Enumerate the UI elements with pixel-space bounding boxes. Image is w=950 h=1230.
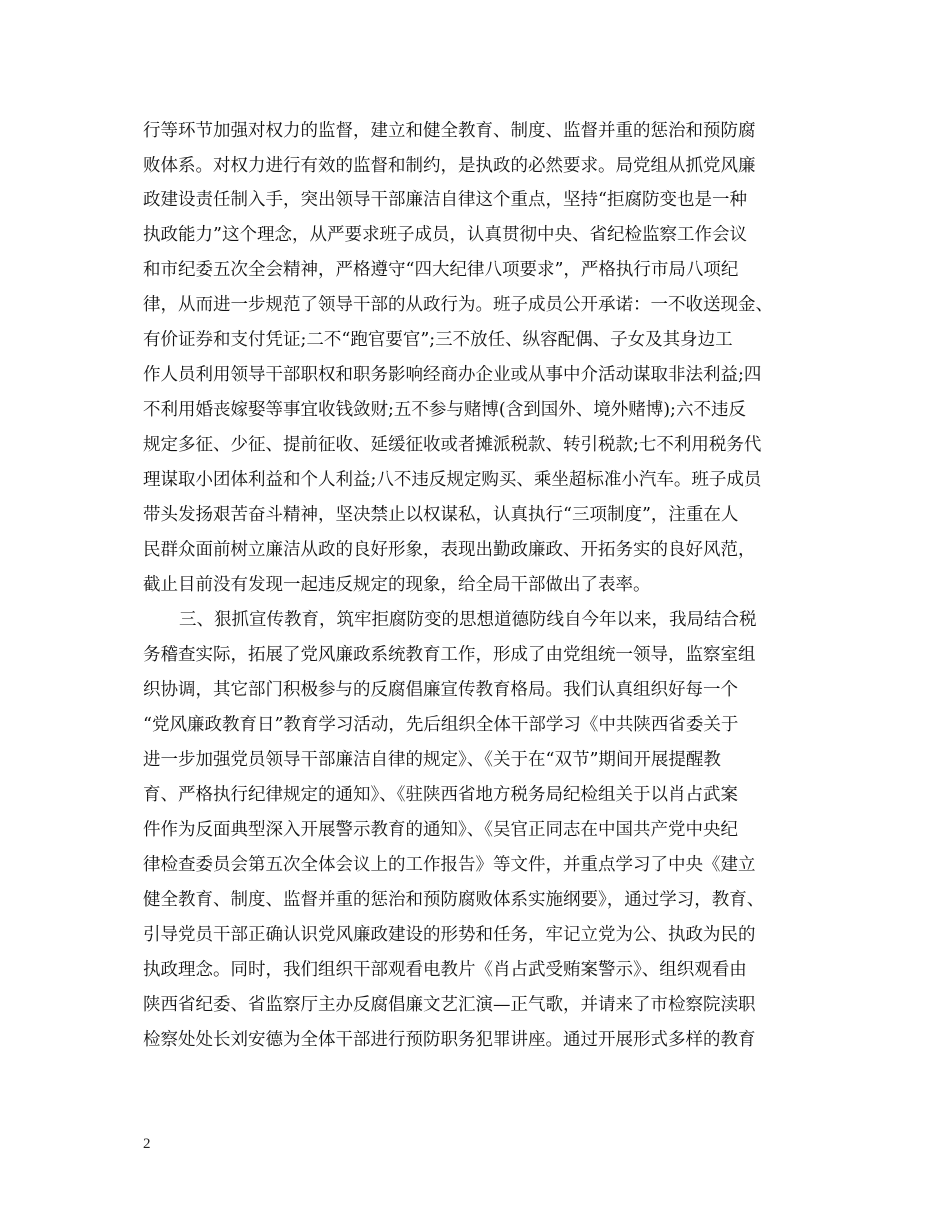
text-line: 有价证券和支付凭证;二不“跑官要官”;三不放任、纵容配偶、子女及其身边工 xyxy=(143,330,733,350)
text-line: 律，从而进一步规范了领导干部的从政行为。班子成员公开承诺：一不收送现金、 xyxy=(143,295,773,315)
text-line: 不利用婚丧嫁娶等事宜收钱敛财;五不参与赌博(含到国外、境外赌博);六不违反 xyxy=(143,400,746,420)
text-line: 检察处处长刘安德为全体干部进行预防职务犯罪讲座。通过开展形式多样的教育 xyxy=(143,1030,756,1050)
text-line: 理谋取小团体利益和个人利益;八不违反规定购买、乘坐超标准小汽车。班子成员 xyxy=(143,470,762,490)
text-line: 败体系。对权力进行有效的监督和制约，是执政的必然要求。局党组从抓党风廉 xyxy=(143,156,756,176)
text-line: 民群众面前树立廉洁从政的良好形象，表现出勤政廉政、开拓务实的良好风范， xyxy=(143,540,756,560)
text-line: 进一步加强党员领导干部廉洁自律的规定》、《关于在“双节”期间开展提醒教 xyxy=(143,750,721,770)
text-line: 规定多征、少征、提前征收、延缓征收或者摊派税款、转引税款;七不利用税务代 xyxy=(143,435,762,455)
text-line: 执政能力”这个理念，从严要求班子成员，认真贯彻中央、省纪检监察工作会议 xyxy=(143,225,747,245)
page-number: 2 xyxy=(143,1136,151,1152)
text-line: 织协调，其它部门积极参与的反腐倡廉宣传教育格局。我们认真组织好每一个 xyxy=(143,680,738,700)
text-line: 务稽查实际，拓展了党风廉政系统教育工作，形成了由党组统一领导，监察室组 xyxy=(143,645,756,665)
text-line: 律检查委员会第五次全体会议上的工作报告》等文件，并重点学习了中央《建立 xyxy=(143,855,756,875)
text-line: 件作为反面典型深入开展警示教育的通知》、《吴官正同志在中国共产党中央纪 xyxy=(143,820,738,840)
text-line: 带头发扬艰苦奋斗精神，坚决禁止以权谋私，认真执行“三项制度”，注重在人 xyxy=(143,505,739,525)
paragraph-first-line: 三、狠抓宣传教育，筑牢拒腐防变的思想道德防线自今年以来，我局结合税 xyxy=(179,610,757,630)
text-line: 育、严格执行纪律规定的通知》、《驻陕西省地方税务局纪检组关于以肖占武案 xyxy=(143,785,738,805)
text-line: 执政理念。同时，我们组织干部观看电教片《肖占武受贿案警示》、组织观看由 xyxy=(143,960,747,980)
text-line: “党风廉政教育日”教育学习活动，先后组织全体干部学习《中共陕西省委关于 xyxy=(143,715,739,735)
text-line: 引导党员干部正确认识党风廉政建设的形势和任务，牢记立党为公、执政为民的 xyxy=(143,925,756,945)
text-line: 陕西省纪委、省监察厅主办反腐倡廉文艺汇演—正气歌，并请来了市检察院渎职 xyxy=(143,995,756,1015)
text-line: 作人员利用领导干部职权和职务影响经商办企业或从事中介活动谋取非法利益;四 xyxy=(143,365,762,385)
text-line: 行等环节加强对权力的监督，建立和健全教育、制度、监督并重的惩治和预防腐 xyxy=(143,121,756,141)
text-line: 截止目前没有发现一起违反规定的现象，给全局干部做出了表率。 xyxy=(143,575,651,595)
text-line: 健全教育、制度、监督并重的惩治和预防腐败体系实施纲要》，通过学习，教育、 xyxy=(143,890,765,910)
text-line: 政建设责任制入手，突出领导干部廉洁自律这个重点，坚持“拒腐防变也是一种 xyxy=(143,190,747,210)
text-line: 和市纪委五次全会精神，严格遵守“四大纪律八项要求”，严格执行市局八项纪 xyxy=(143,260,739,280)
